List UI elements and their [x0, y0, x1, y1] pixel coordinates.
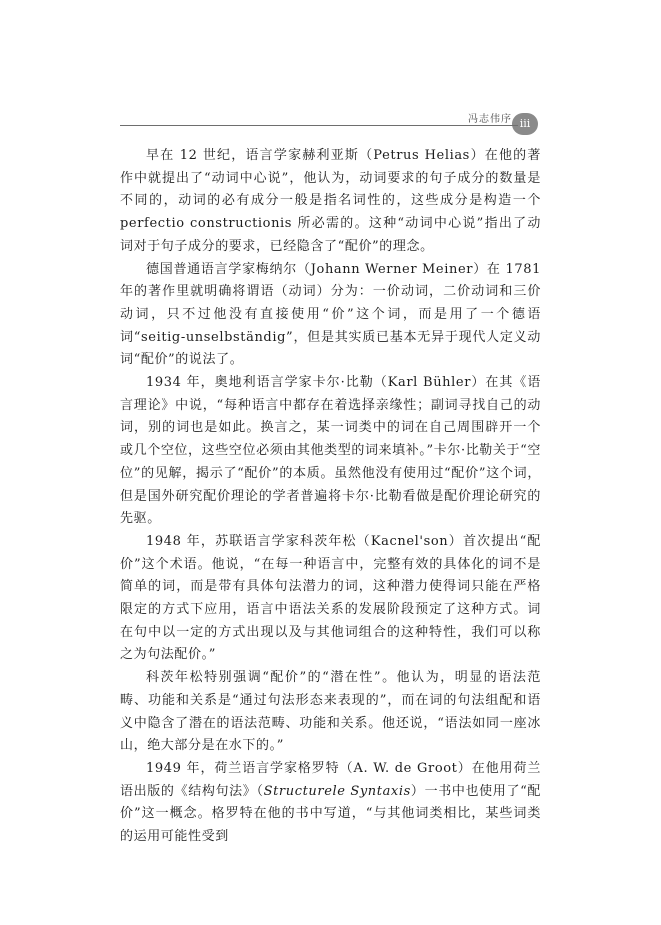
paragraph: 科茨年松特别强调“配价”的“潜在性”。他认为，明显的语法范畴、功能和关系是“通过句法形态来表现的”，而在词的句法组配和语义中隐含了潜在的语法范畴、功能和关系。他还说，“语法如同一座冰山，绝大部分是在水下的。” [120, 670, 541, 754]
paragraph: 德国普通语言学家梅纳尔（Johann Werner Meiner）在 1781 年的著作里就明确将谓语（动词）分为：一价动词，二价动词和三价动词，只不过他没有直接使用“价”这个词，而是用了一个德语词“seitig-unselbständig”，但是其实质已基本无异于现代人定义动词“配价”的说法了。 [120, 261, 541, 368]
header-rule [120, 125, 518, 126]
running-head: 冯志伟序 [468, 114, 512, 125]
paragraph: 1934 年，奥地利语言学家卡尔·比勒（Karl Bühler）在其《语言理论》中说，“每种语言中都存在着选择亲缘性；副词寻找自己的动词，别的词也是如此。换言之，某一词类中的词在自己周围辟开一个或几个空位，这些空位必须由其他类型的词来填补。”卡尔·比勒关于“空位”的见解，揭示了“配价”的本质。虽然他没有使用过“配价”这个词，但是国外研究配价理论的学者普遍将卡尔·比勒看做是配价理论研究的先驱。 [120, 375, 541, 527]
paragraph [120, 758, 541, 849]
paragraph: 1948 年，苏联语言学家科茨年松（Kacnel'son）首次提出“配价”这个术语。他说，“在每一种语言中，完整有效的具体化的词不是简单的词，而是带有具体句法潜力的词，这种潜力使得词只能在严格限定的方式下应用，语言中语法关系的发展阶段预定了这种方式。词在句中以一定的方式出现以及与其他词组合的这种特性，我们可以称之为句法配价。” [120, 533, 541, 663]
paragraph: 早在 12 世纪，语言学家赫利亚斯（Petrus Helias）在他的著作中就提出了“动词中心说”，他认为，动词要求的句子成分的数量是不同的，动词的必有成分一般是指名词性的，这些成分是构造一个 perfectio constructionis 所必需的。这种“动词中心说”指出了动词对于句子成分的要求，已经隐含了“配价”的理念。 [120, 148, 541, 254]
page-number-badge: iii [512, 113, 538, 135]
book-title-italic: Structurele Syntaxis [263, 783, 411, 799]
paragraph-text: 1949 年，荷兰语言学家格罗特（A. W. de Groot）在他用荷兰语出版的《结构句法》（ [120, 760, 541, 799]
paragraph-text: ）一书中也使用了“配价”这一概念。格罗特在他的书中写道，“与其他词类相比，某些词类的运用可能性受到 [120, 783, 541, 845]
body-text [120, 145, 541, 849]
